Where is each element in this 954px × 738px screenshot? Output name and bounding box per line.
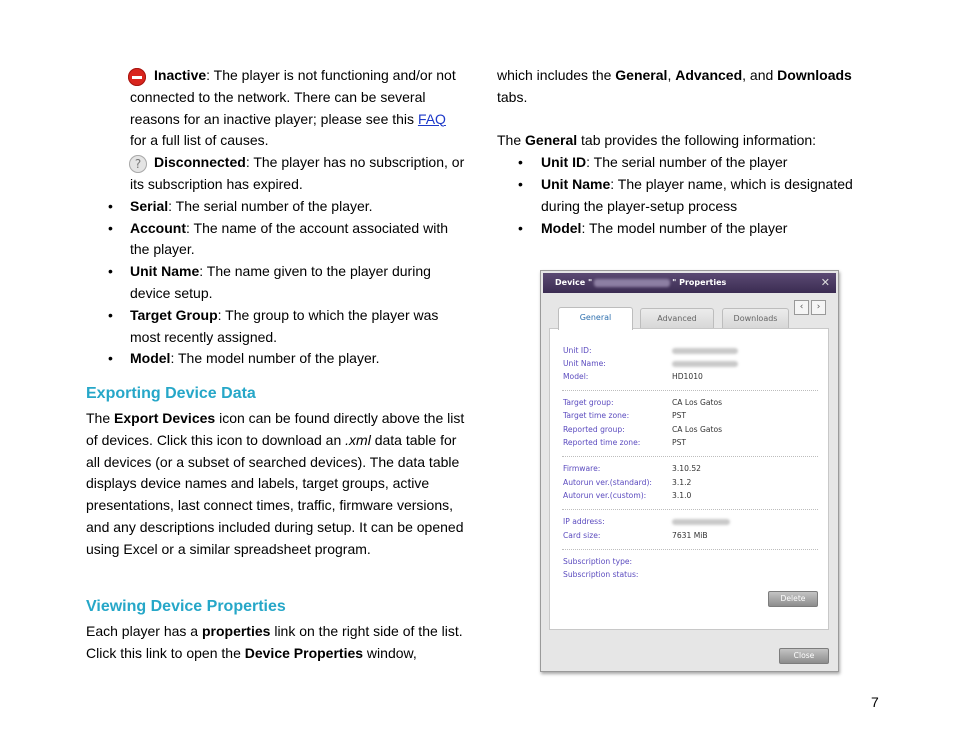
firmware-value: 3.10.52	[672, 464, 701, 473]
properties-term: properties	[201, 623, 271, 639]
general-tab-list	[497, 152, 877, 239]
status-field-list	[86, 196, 466, 370]
bullet-text: : The player name, which is designated during the player-setup process	[541, 175, 853, 214]
inactive-icon	[128, 68, 146, 86]
bullet-text: : The name given to the player during device setup.	[130, 263, 431, 301]
tab-downloads[interactable]: Downloads	[722, 308, 789, 329]
list-item	[86, 261, 466, 305]
dialog-titlebar	[543, 273, 836, 293]
model-label: Model:	[563, 372, 589, 381]
bullet-term: Unit Name	[130, 263, 200, 280]
divider	[562, 456, 818, 457]
unit-name-label: Unit Name:	[563, 359, 606, 368]
bullet-text: : The name of the account associated with the player.	[130, 219, 449, 258]
inactive-term: Inactive	[154, 67, 207, 83]
bullet-text: : The group to which the player was most recently assigned.	[130, 306, 439, 345]
xml-term: .xml	[345, 431, 371, 448]
close-button[interactable]: Close	[779, 648, 829, 664]
list-item	[497, 174, 877, 218]
downloads-term: Downloads	[777, 67, 852, 83]
card-size-label: Card size:	[563, 531, 601, 540]
inactive-status-item	[86, 65, 466, 152]
model-value: HD1010	[672, 372, 703, 381]
bullet-term: Unit Name	[541, 175, 611, 192]
dialog-title-prefix: Device "	[555, 278, 593, 287]
bullet-term: Account	[130, 219, 186, 236]
export-text: data table for all devices (or a subset of searched devices). The data table displays device names and labels, target groups, active presentations, last connect times, traffic, firmware versions, and any descriptions included during setup. It can be opened using Excel or a similar spreadsheet program.	[86, 431, 464, 557]
faq-link[interactable]: FAQ	[417, 110, 446, 127]
redacted-serial	[594, 279, 670, 287]
inactive-text: : The player is not functioning and/or not connected to the network. There can be several reasons for an inactive player; please see this	[130, 67, 456, 127]
advanced-term: Advanced	[675, 67, 743, 83]
text: ,	[667, 67, 676, 83]
redacted-unit-id	[672, 348, 738, 354]
target-tz-label: Target time zone:	[563, 411, 630, 420]
bullet-text: : The model number of the player.	[170, 350, 380, 367]
bullet-term: Model	[130, 350, 171, 367]
autorun-custom-value: 3.1.0	[672, 491, 692, 500]
dialog-title-suffix: " Properties	[672, 278, 727, 287]
text: The	[497, 132, 526, 149]
general-term: General	[615, 67, 668, 83]
target-group-value: CA Los Gatos	[672, 398, 723, 407]
export-devices-term: Export Devices	[114, 410, 216, 426]
bullet-text: : The serial number of the player.	[168, 197, 373, 214]
tab-scroll-left-button[interactable]: ‹	[794, 300, 809, 315]
text: tabs.	[497, 88, 528, 105]
subscription-status-label: Subscription status:	[563, 570, 639, 579]
autorun-custom-label: Autorun ver.(custom):	[563, 491, 647, 500]
view-text: window,	[363, 644, 417, 661]
list-item	[86, 196, 466, 218]
redacted-unit-name	[672, 361, 738, 367]
export-paragraph	[86, 408, 466, 561]
text: , and	[742, 67, 778, 83]
bullet-text: : The model number of the player	[581, 219, 788, 236]
bullet-term: Target Group	[130, 306, 218, 323]
tab-general[interactable]: General	[558, 307, 633, 330]
bullet-text: : The serial number of the player	[586, 154, 788, 171]
firmware-label: Firmware:	[563, 464, 601, 473]
view-paragraph	[86, 621, 466, 665]
target-group-label: Target group:	[563, 398, 614, 407]
disconnected-text: : The player has no subscription, or its subscription has expired.	[130, 154, 465, 192]
text: which includes the	[497, 67, 616, 83]
tabs-paragraph	[497, 65, 877, 109]
general-paragraph	[497, 130, 877, 152]
text: tab provides the following information:	[577, 132, 817, 149]
list-item	[497, 152, 877, 174]
tab-scroll-right-button[interactable]: ›	[811, 300, 826, 315]
question-icon: ?	[129, 155, 147, 173]
view-text: link on the right side of the list. Click this link to open the	[86, 623, 463, 661]
disconnected-term: Disconnected	[154, 154, 246, 171]
bullet-term: Unit ID	[541, 154, 587, 171]
device-properties-dialog	[540, 270, 839, 672]
list-item	[86, 305, 466, 349]
view-heading: Viewing Device Properties	[86, 598, 286, 615]
general-panel	[549, 328, 829, 630]
divider	[562, 509, 818, 510]
subscription-type-label: Subscription type:	[563, 557, 633, 566]
page-number: 7	[871, 694, 879, 710]
export-heading: Exporting Device Data	[86, 385, 256, 402]
list-item	[86, 348, 466, 370]
view-text: Each player has a	[86, 623, 202, 639]
reported-group-value: CA Los Gatos	[672, 425, 723, 434]
right-column	[497, 65, 877, 239]
divider	[562, 390, 818, 391]
ip-address-label: IP address:	[563, 517, 605, 526]
bullet-term: Model	[541, 219, 582, 236]
close-icon[interactable]: ✕	[820, 276, 830, 289]
disconnected-status-item	[86, 152, 466, 196]
delete-button[interactable]: Delete	[768, 591, 818, 607]
list-item	[86, 218, 466, 262]
card-size-value: 7631 MiB	[672, 531, 708, 540]
reported-tz-value: PST	[672, 438, 687, 447]
reported-group-label: Reported group:	[563, 425, 625, 434]
bullet-term: Serial	[130, 197, 169, 214]
inactive-text-end: for a full list of causes.	[130, 132, 269, 149]
export-text: icon can be found directly above the list of devices. Click this icon to download an	[86, 410, 465, 448]
reported-tz-label: Reported time zone:	[563, 438, 641, 447]
target-tz-value: PST	[672, 411, 687, 420]
device-properties-term: Device Properties	[244, 644, 364, 661]
autorun-standard-value: 3.1.2	[672, 478, 692, 487]
general-term: General	[525, 132, 578, 149]
export-text: The	[86, 410, 115, 426]
unit-id-label: Unit ID:	[563, 346, 592, 355]
redacted-ip-address	[672, 519, 730, 525]
list-item	[497, 218, 877, 240]
divider	[562, 549, 818, 550]
autorun-standard-label: Autorun ver.(standard):	[563, 478, 652, 487]
left-column	[86, 65, 466, 370]
tab-advanced[interactable]: Advanced	[640, 308, 714, 329]
